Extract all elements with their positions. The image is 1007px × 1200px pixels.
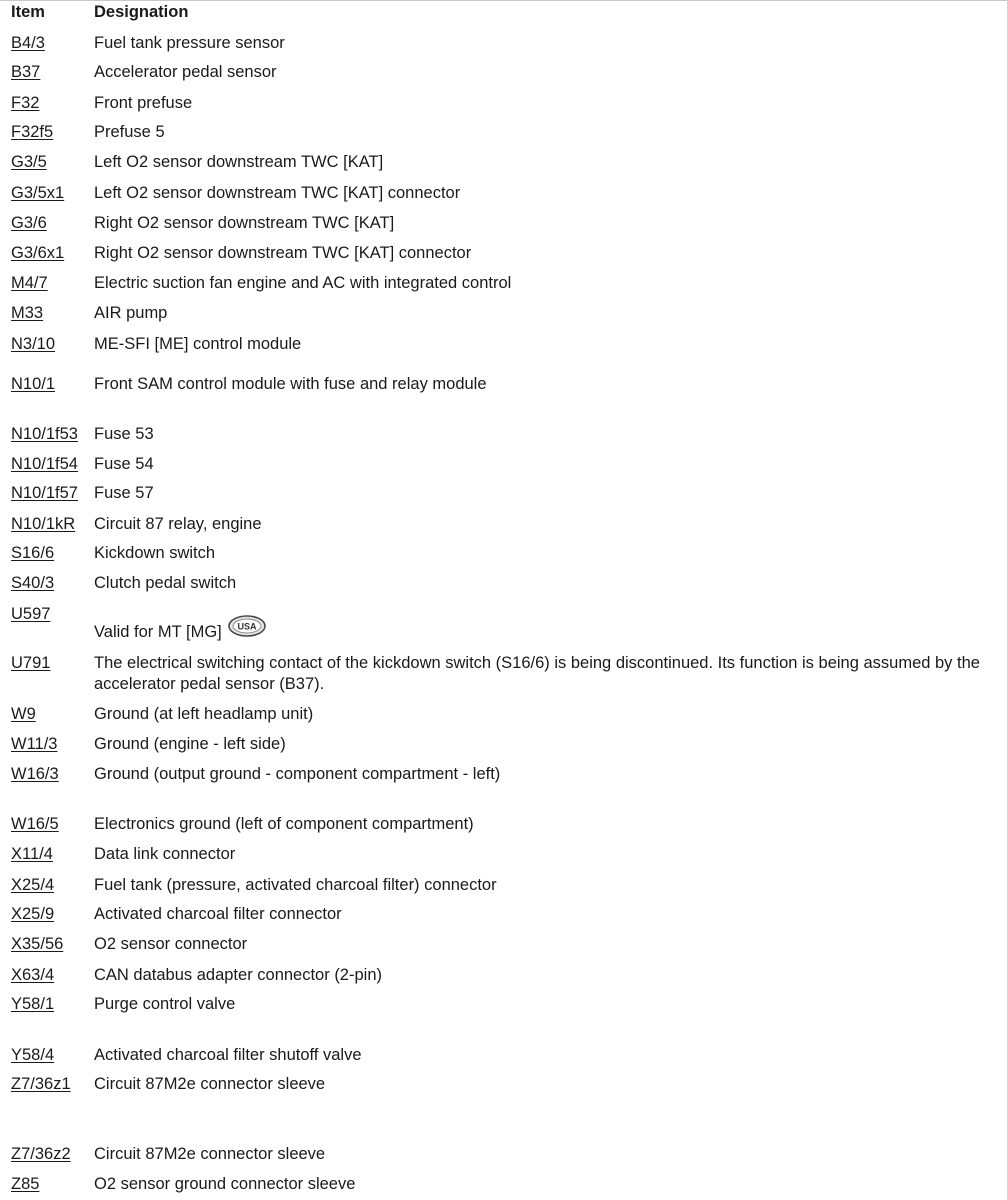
- usa-badge-text: USA: [237, 621, 257, 632]
- item-designation: Right O2 sensor downstream TWC [KAT]: [94, 214, 395, 232]
- item-code-link[interactable]: Z7/36z2: [11, 1145, 71, 1163]
- item-code-link[interactable]: F32f5: [11, 123, 54, 141]
- item-code-link[interactable]: X35/56: [11, 935, 64, 953]
- item-designation: O2 sensor ground connector sleeve: [94, 1175, 356, 1193]
- item-code-link[interactable]: X25/4: [11, 876, 55, 894]
- item-designation: AIR pump: [94, 304, 168, 322]
- header-item: Item: [11, 3, 45, 21]
- item-code-link[interactable]: U597: [11, 605, 51, 623]
- item-code-link[interactable]: B37: [11, 63, 41, 81]
- item-designation: Electronics ground (left of component compartment): [94, 815, 474, 833]
- item-designation: Circuit 87 relay, engine: [94, 515, 262, 533]
- item-code-link[interactable]: N10/1: [11, 375, 56, 393]
- item-designation: ME-SFI [ME] control module: [94, 335, 302, 353]
- item-designation: Activated charcoal filter shutoff valve: [94, 1046, 362, 1064]
- item-code-link[interactable]: N10/1f54: [11, 455, 78, 473]
- item-code-link[interactable]: M4/7: [11, 274, 48, 292]
- item-code-link[interactable]: W9: [11, 705, 36, 723]
- item-designation: The electrical switching contact of the kickdown switch (S16/6) is being discontinued. Its function is being assumed by the accelerator pedal sensor (B37).: [94, 654, 980, 693]
- item-code-link[interactable]: G3/5: [11, 153, 47, 171]
- item-code-link[interactable]: M33: [11, 304, 44, 322]
- item-designation: Ground (at left headlamp unit): [94, 705, 314, 723]
- item-code-link[interactable]: W16/3: [11, 765, 59, 783]
- item-designation: Circuit 87M2e connector sleeve: [94, 1075, 326, 1093]
- item-designation: Purge control valve: [94, 995, 236, 1013]
- item-designation: Fuse 53: [94, 425, 154, 443]
- item-code-link[interactable]: X25/9: [11, 905, 55, 923]
- item-code-link[interactable]: W11/3: [11, 735, 58, 753]
- item-code-link[interactable]: G3/6x1: [11, 244, 65, 262]
- item-designation: Left O2 sensor downstream TWC [KAT]: [94, 153, 384, 171]
- item-designation: Circuit 87M2e connector sleeve: [94, 1145, 326, 1163]
- item-designation: Prefuse 5: [94, 123, 165, 141]
- item-designation: [94, 614, 999, 644]
- item-code-link[interactable]: U791: [11, 654, 51, 672]
- item-designation: Front prefuse: [94, 94, 193, 112]
- item-code-link[interactable]: W16/5: [11, 815, 59, 833]
- item-code-link[interactable]: G3/6: [11, 214, 47, 232]
- item-designation: Electric suction fan engine and AC with integrated control: [94, 274, 512, 292]
- item-code-link[interactable]: N10/1f53: [11, 425, 78, 443]
- item-designation: O2 sensor connector: [94, 935, 248, 953]
- item-code-link[interactable]: Z7/36z1: [11, 1075, 71, 1093]
- item-designation: Clutch pedal switch: [94, 574, 237, 592]
- header-designation: Designation: [94, 3, 189, 21]
- item-code-link[interactable]: X63/4: [11, 966, 55, 984]
- item-code-link[interactable]: G3/5x1: [11, 184, 65, 202]
- item-designation: Left O2 sensor downstream TWC [KAT] connector: [94, 184, 461, 202]
- item-designation: Ground (engine - left side): [94, 735, 286, 753]
- item-code-link[interactable]: Z85: [11, 1175, 40, 1193]
- item-code-link[interactable]: S40/3: [11, 574, 55, 592]
- item-designation: Ground (output ground - component compartment - left): [94, 765, 501, 783]
- item-designation: Activated charcoal filter connector: [94, 905, 342, 923]
- item-code-link[interactable]: Y58/4: [11, 1046, 55, 1064]
- item-code-link[interactable]: X11/4: [11, 845, 53, 863]
- item-designation: Accelerator pedal sensor: [94, 63, 277, 81]
- item-designation: Fuel tank pressure sensor: [94, 34, 285, 52]
- item-code-link[interactable]: Y58/1: [11, 995, 55, 1013]
- usa-badge-icon: [227, 614, 267, 644]
- item-designation: Fuse 57: [94, 484, 154, 502]
- designation-text: Valid for MT [MG]: [94, 623, 222, 641]
- item-designation: Front SAM control module with fuse and relay module: [94, 375, 487, 393]
- item-code-link[interactable]: F32: [11, 94, 40, 112]
- item-code-link[interactable]: N3/10: [11, 335, 56, 353]
- item-designation: Kickdown switch: [94, 544, 216, 562]
- item-code-link[interactable]: N10/1kR: [11, 515, 76, 533]
- item-designation: Fuse 54: [94, 455, 154, 473]
- item-designation: Data link connector: [94, 845, 236, 863]
- item-code-link[interactable]: B4/3: [11, 34, 45, 52]
- item-code-link[interactable]: S16/6: [11, 544, 55, 562]
- item-designation: Right O2 sensor downstream TWC [KAT] connector: [94, 244, 472, 262]
- item-code-link[interactable]: N10/1f57: [11, 484, 78, 502]
- item-designation: CAN databus adapter connector (2-pin): [94, 966, 382, 984]
- item-designation: Fuel tank (pressure, activated charcoal filter) connector: [94, 876, 497, 894]
